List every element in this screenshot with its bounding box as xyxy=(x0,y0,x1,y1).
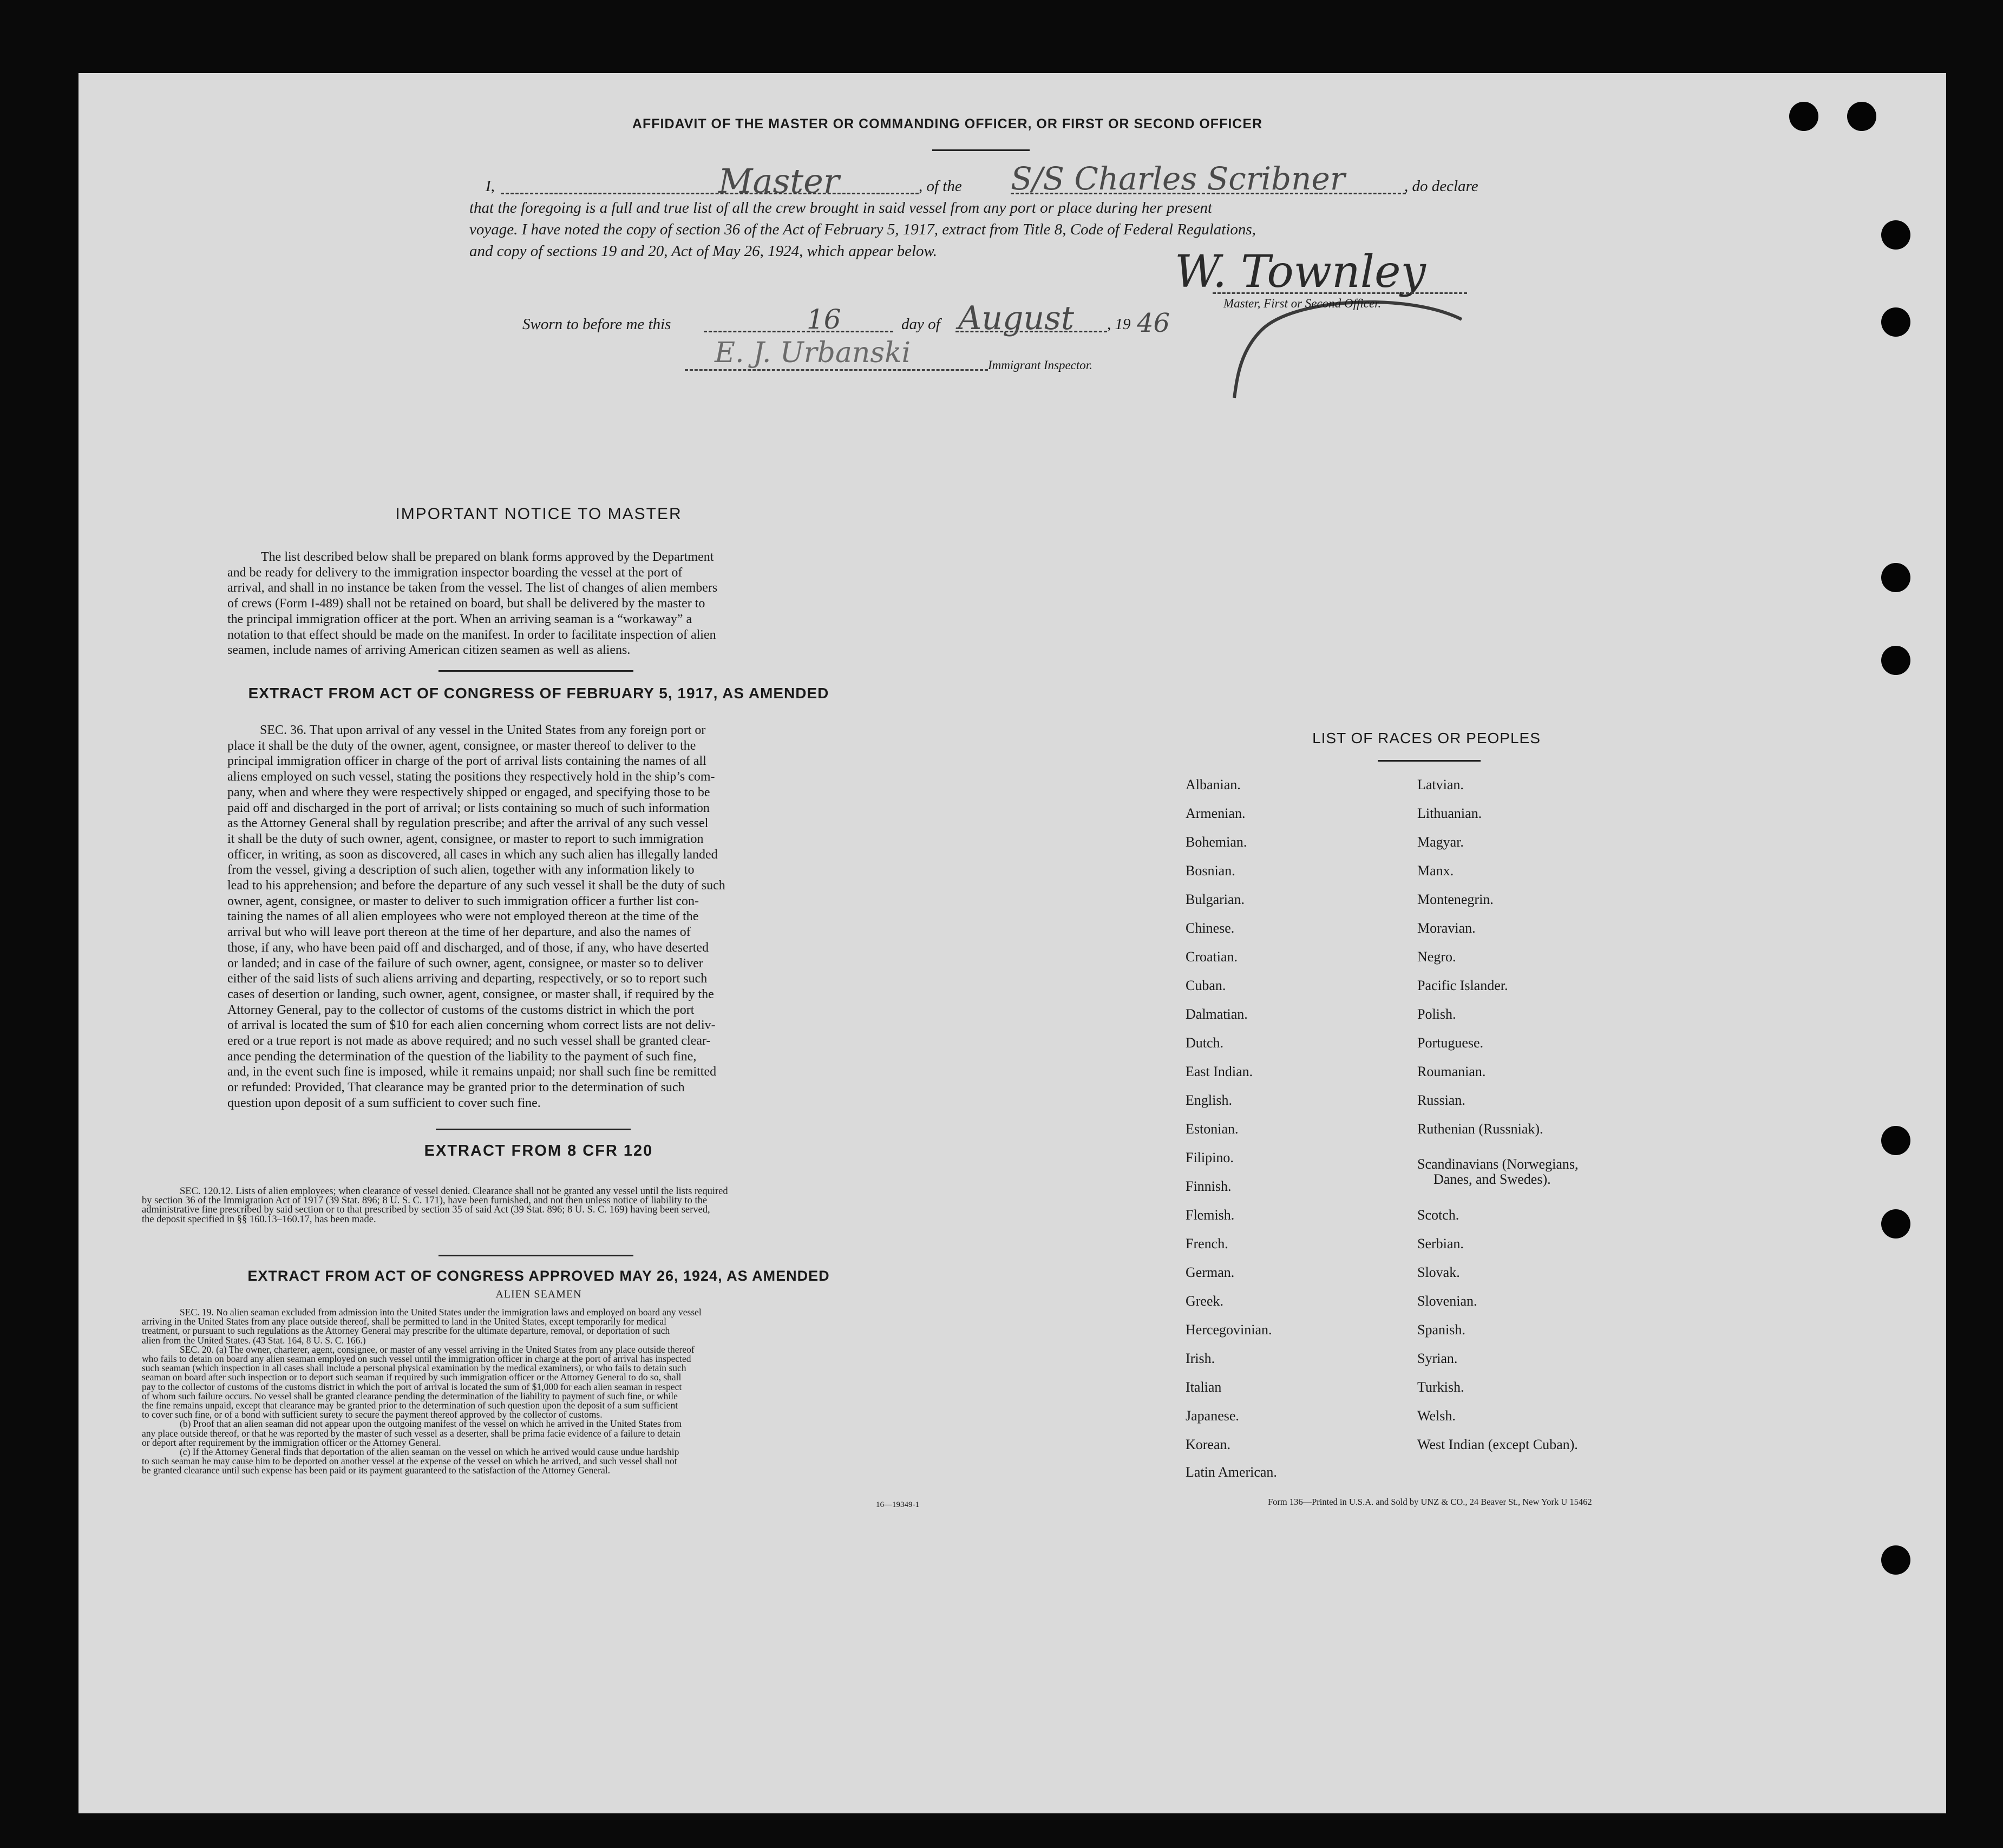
section-20-line: the fine remains unpaid, except that clearance may be granted prior to the determination of such question upon the deposit of a sum sufficient xyxy=(142,1400,678,1411)
section-36-line: owner, agent, consignee, or master to deliver to such immigration officer a further list con- xyxy=(227,894,699,908)
race-item: Estonian. xyxy=(1186,1121,1239,1137)
section-19-line: treatment, or pursuant to such regulations as the Attorney General may prescribe for the ultimate departure, removal, or deportation of such xyxy=(142,1325,670,1336)
race-item: Moravian. xyxy=(1417,920,1476,936)
handwritten-day: 16 xyxy=(807,304,841,335)
race-item: Croatian. xyxy=(1186,949,1238,965)
section-20-line: SEC. 20. (a) The owner, charterer, agent, consignee, or master of any vessel arriving in the United States from any place outside thereof xyxy=(180,1344,695,1355)
section-20-line: any place outside thereof, or that he was reported by the master of such vessel as a deserter, shall be prima facie evidence of a failure to detain xyxy=(142,1427,680,1439)
race-item: Magyar. xyxy=(1417,834,1464,850)
sworn-year-prefix: , 19 xyxy=(1107,316,1131,333)
cfr-line: the deposit specified in §§ 160.13–160.17, has been made. xyxy=(142,1214,376,1225)
divider xyxy=(932,149,1030,151)
race-item: Latvian. xyxy=(1417,777,1464,792)
inspector-caption: Immigrant Inspector. xyxy=(988,358,1092,372)
day-blank xyxy=(704,331,893,332)
cfr-body xyxy=(142,1187,932,1224)
race-item: Bulgarian. xyxy=(1186,892,1245,907)
affidavit-line-4: and copy of sections 19 and 20, Act of May 26, 1924, which appear below. xyxy=(469,243,937,260)
sworn-prefix: Sworn to before me this xyxy=(522,316,671,333)
section-36-line: officer, in writing, as soon as discovered, all cases in which any such alien has illegally landed xyxy=(227,847,718,862)
master-signature-caption: Master, First or Second Officer. xyxy=(1223,297,1382,310)
extract-1924-title: EXTRACT FROM ACT OF CONGRESS APPROVED MAY 26, 1924, AS AMENDED xyxy=(247,1268,830,1284)
race-item: Welsh. xyxy=(1417,1408,1456,1424)
section-20-line: who fails to detain on board any alien seaman employed on such vessel until the immigration officer in charge at the port of arrival has inspected xyxy=(142,1353,691,1365)
extract-1917-body xyxy=(227,723,845,1111)
section-36-line: taining the names of all alien employees who were not employed thereon at the time of the xyxy=(227,909,699,924)
race-item: Bosnian. xyxy=(1186,863,1235,879)
cfr-line: administrative fine prescribed by said section or to that prescribed by section 35 of said Act (39 Stat. 896; 8 U. S. C. 169) having been served, xyxy=(142,1204,710,1216)
race-item: Montenegrin. xyxy=(1417,892,1494,907)
inspector-signature-line xyxy=(685,369,988,371)
binder-hole xyxy=(1881,307,1910,337)
race-item: Ruthenian (Russniak). xyxy=(1417,1121,1543,1137)
section-20-line: (c) If the Attorney General finds that deportation of the alien seaman on the vessel on which he arrived would cause undue hardship xyxy=(180,1446,679,1458)
section-20-line: pay to the collector of customs of the customs district in which the port of arrival is located the sum of $1,000 for each alien seaman in respect xyxy=(142,1381,682,1392)
section-20-line: or deport after requirement by the immigration officer or the Attorney General. xyxy=(142,1437,441,1448)
race-item: Serbian. xyxy=(1417,1236,1464,1251)
race-item: Hercegovinian. xyxy=(1186,1322,1272,1338)
race-item: East Indian. xyxy=(1186,1064,1253,1079)
race-item: Bohemian. xyxy=(1186,834,1247,850)
section-20-line: seaman on board after such inspection or to deport such seaman if required by such immigration officer or the Attorney General to do so, shall xyxy=(142,1372,682,1383)
section-20-line: such seaman (which inspection in all cases shall include a personal physical examination by the medical examiners), or who fails to detain such xyxy=(142,1362,686,1374)
section-36-line: those, if any, who have been paid off and discharged, and of those, if any, who have deserted xyxy=(227,940,709,955)
section-20-line: of whom such failure occurs. No vessel shall be granted clearance pending the determination of the liability to payment of such fine, or while xyxy=(142,1390,678,1401)
affidavit-line-3: voyage. I have noted the copy of section 36 of the Act of February 5, 1917, extract from Title 8, Code of Federal Regulations, xyxy=(469,221,1256,238)
binder-hole xyxy=(1881,1545,1910,1575)
section-36-line: ered or a true report is not made as above required; and no such vessel shall be granted clear- xyxy=(227,1034,711,1048)
affidavit-of-the: , of the xyxy=(919,178,962,195)
master-signature: W. Townley xyxy=(1175,246,1426,298)
race-item: Greek. xyxy=(1186,1293,1224,1309)
race-item: Syrian. xyxy=(1417,1351,1458,1366)
extract-1917-title: EXTRACT FROM ACT OF CONGRESS OF FEBRUARY 5, 1917, AS AMENDED xyxy=(248,685,829,702)
binder-hole xyxy=(1881,220,1910,250)
notice-line: and be ready for delivery to the immigration inspector boarding the vessel at the port of xyxy=(227,565,683,580)
race-item: English. xyxy=(1186,1092,1232,1108)
sworn-day-of: day of xyxy=(901,316,940,333)
race-item: French. xyxy=(1186,1236,1228,1251)
master-signature-line xyxy=(1213,292,1467,294)
race-item: Finnish. xyxy=(1186,1178,1232,1194)
race-item: Latin American. xyxy=(1186,1464,1277,1480)
section-36-line: Attorney General, pay to the collector of customs of the customs district in which the port xyxy=(227,1002,695,1017)
extract-1924-body xyxy=(142,1308,932,1476)
binder-hole xyxy=(1881,563,1910,592)
section-19-line: arriving in the United States from any place outside thereof, shall be permitted to land in the United States, except temporarily for medical xyxy=(142,1316,667,1327)
race-item: Dalmatian. xyxy=(1186,1006,1248,1022)
affidavit-line-1 xyxy=(469,160,1498,201)
section-36-line: pany, when and where they were respectively shipped or engaged, and specifying those to be xyxy=(227,785,710,800)
binder-hole-top-right xyxy=(1847,102,1876,131)
race-item: Roumanian. xyxy=(1417,1064,1486,1079)
section-19-line: alien from the United States. (43 Stat. 164, 8 U. S. C. 166.) xyxy=(142,1334,366,1346)
section-36-line: cases of desertion or landing, such owner, agent, consignee, or master shall, if required by the xyxy=(227,987,714,1001)
cfr-title: EXTRACT FROM 8 CFR 120 xyxy=(424,1142,653,1159)
print-code: 16—19349-1 xyxy=(876,1500,919,1509)
divider xyxy=(438,670,633,672)
section-36-line: principal immigration officer in charge of the port of arrival lists containing the names of all xyxy=(227,754,706,769)
race-item: Slovenian. xyxy=(1417,1293,1477,1309)
section-20-line: to such seaman he may cause him to be deported on another vessel at the expense of the vessel on which he arrived, and such vessel shall not xyxy=(142,1456,677,1467)
section-36-line: or landed; and in case of the failure of such owner, agent, consignee, or master so to deliver xyxy=(227,956,703,971)
race-item: Japanese. xyxy=(1186,1408,1239,1424)
race-item: Lithuanian. xyxy=(1417,805,1482,821)
race-item: Dutch. xyxy=(1186,1035,1224,1051)
section-36-line: and, in the event such fine is imposed, while it remains unpaid; nor shall such fine be remitted xyxy=(227,1065,717,1079)
affidavit-title: AFFIDAVIT OF THE MASTER OR COMMANDING OFFICER, OR FIRST OR SECOND OFFICER xyxy=(632,116,1263,132)
race-item: Albanian. xyxy=(1186,777,1241,792)
divider xyxy=(438,1255,633,1256)
cfr-line: by section 36 of the Immigration Act of 1917 (39 Stat. 896; 8 U. S. C. 171), have been furnished, and not then unless notice of liability to the xyxy=(142,1195,708,1207)
race-item: Filipino. xyxy=(1186,1150,1234,1165)
race-item: Portuguese. xyxy=(1417,1035,1484,1051)
race-item: West Indian (except Cuban). xyxy=(1417,1437,1578,1452)
section-36-line: place it shall be the duty of the owner, agent, consignee, or master thereof to deliver to the xyxy=(227,738,696,753)
section-36-line: either of the said lists of such aliens arriving and departing, respectively, or so to report such xyxy=(227,972,708,986)
race-item: Scandinavians (Norwegians, xyxy=(1417,1156,1579,1172)
notice-body xyxy=(227,549,845,658)
inspector-signature: E. J. Urbanski xyxy=(715,337,911,369)
race-item: Italian xyxy=(1186,1379,1222,1395)
race-item: Polish. xyxy=(1417,1006,1456,1022)
section-36-line: aliens employed on such vessel, stating the positions they respectively hold in the ship’s com- xyxy=(227,770,715,784)
notice-line: of crews (Form I-489) shall not be retained on board, but shall be delivered by the master to xyxy=(227,597,705,611)
race-item: Armenian. xyxy=(1186,805,1246,821)
section-36-line: question upon deposit of a sum sufficient to cover such fine. xyxy=(227,1096,541,1110)
notice-line: seamen, include names of arriving American citizen seamen as well as aliens. xyxy=(227,643,631,658)
race-item: Flemish. xyxy=(1186,1207,1235,1223)
affidavit-line-2: that the foregoing is a full and true list of all the crew brought in said vessel from any port or place during her present xyxy=(469,199,1213,217)
races-title: LIST OF RACES OR PEOPLES xyxy=(1312,730,1541,746)
section-36-line: arrival but who will leave port thereon at the time of her departure, and also the names of xyxy=(227,925,691,940)
section-36-line: lead to his apprehension; and before the departure of any such vessel it shall be the duty of such xyxy=(227,879,725,893)
binder-hole xyxy=(1881,646,1910,675)
race-item: Negro. xyxy=(1417,949,1456,965)
section-36-line: it shall be the duty of such owner, agent, consignee, or master to report to such immigration xyxy=(227,831,704,846)
section-20-line: be granted clearance until such expense has been paid or its payment guaranteed to the satisfaction of the Attorney General. xyxy=(142,1465,610,1476)
binder-hole xyxy=(1881,1126,1910,1155)
divider xyxy=(436,1129,631,1130)
handwritten-month: August xyxy=(958,299,1074,337)
notice-line: arrival, and shall in no instance be taken from the vessel. The list of changes of alien members xyxy=(227,581,718,595)
race-item: German. xyxy=(1186,1264,1235,1280)
race-item: Scotch. xyxy=(1417,1207,1459,1223)
section-36-line: ance pending the determination of the question of the liability to the payment of such fine, xyxy=(227,1049,697,1064)
notice-title: IMPORTANT NOTICE TO MASTER xyxy=(395,505,682,523)
race-item: Manx. xyxy=(1417,863,1454,879)
race-item: Spanish. xyxy=(1417,1322,1465,1338)
notice-line: The list described below shall be prepared on blank forms approved by the Department xyxy=(261,550,714,564)
divider xyxy=(1378,760,1481,762)
race-item: Chinese. xyxy=(1186,920,1235,936)
race-item: Pacific Islander. xyxy=(1417,978,1508,993)
section-20-line: (b) Proof that an alien seaman did not appear upon the outgoing manifest of the vessel on which he arrived in the United States from xyxy=(180,1418,682,1430)
handwritten-year: 46 xyxy=(1137,308,1170,338)
cfr-line: SEC. 120.12. Lists of alien employees; when clearance of vessel denied. Clearance shall not be granted any vessel until the lists required xyxy=(180,1186,728,1197)
handwritten-vessel: S/S Charles Scribner xyxy=(1011,160,1345,197)
affidavit-declare: , do declare xyxy=(1404,178,1478,195)
binder-hole-top-left xyxy=(1789,102,1818,131)
section-36-line: of arrival is located the sum of $10 for each alien concerning whom correct lists are not deliv- xyxy=(227,1018,716,1033)
section-36-line: from the vessel, giving a description of such alien, together with any information likely to xyxy=(227,863,695,877)
notice-line: the principal immigration officer at the port. When an arriving seaman is a “workaway” a xyxy=(227,612,692,626)
handwritten-rank: Master xyxy=(718,161,840,201)
binder-hole xyxy=(1881,1209,1910,1238)
notice-line: notation to that effect should be made on the manifest. In order to facilitate inspection of alien xyxy=(227,627,716,642)
race-item: Korean. xyxy=(1186,1437,1231,1452)
section-36-line: as the Attorney General shall by regulation prescribe; and after the arrival of any such vessel xyxy=(227,816,709,831)
race-item: Danes, and Swedes). xyxy=(1433,1171,1551,1187)
section-36-line: SEC. 36. That upon arrival of any vessel in the United States from any foreign port or xyxy=(260,723,706,737)
race-item: Cuban. xyxy=(1186,978,1226,993)
section-36-line: or refunded: Provided, That clearance may be granted prior to the determination of such xyxy=(227,1080,685,1095)
race-item: Slovak. xyxy=(1417,1264,1460,1280)
race-item: Turkish. xyxy=(1417,1379,1464,1395)
race-item: Russian. xyxy=(1417,1092,1465,1108)
affidavit-prefix: I, xyxy=(486,178,495,195)
section-19-line: SEC. 19. No alien seaman excluded from admission into the United States under the immigration laws and employed on board any vessel xyxy=(180,1307,702,1318)
section-36-line: paid off and discharged in the port of arrival; or lists containing so much of such information xyxy=(227,801,710,815)
form-imprint: Form 136—Printed in U.S.A. and Sold by UNZ & CO., 24 Beaver St., New York U 15462 xyxy=(1268,1497,1592,1507)
race-item: Irish. xyxy=(1186,1351,1215,1366)
extract-1924-subtitle: ALIEN SEAMEN xyxy=(495,1288,582,1300)
rank-blank xyxy=(501,193,919,194)
section-20-line: to cover such fine, or of a bond with sufficient surety to secure the payment thereof approved by the collector of customs. xyxy=(142,1409,603,1420)
